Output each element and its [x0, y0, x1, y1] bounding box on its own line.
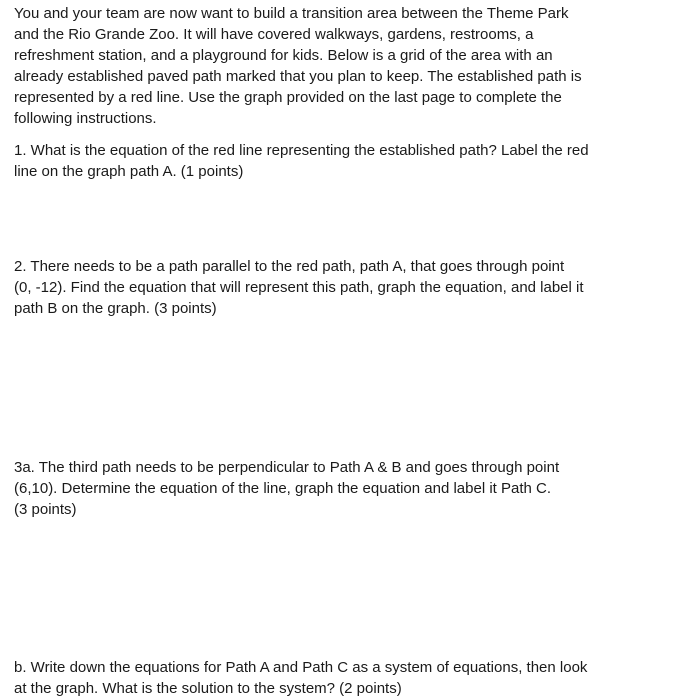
question-3b-line: b. Write down the equations for Path A and Path C as a system of equations, then look [14, 659, 588, 676]
intro-line: You and your team are now want to build a transition area between the Theme Park [14, 5, 569, 22]
question-3a-line: (3 points) [14, 501, 77, 518]
question-1-line: line on the graph path A. (1 points) [14, 163, 244, 180]
intro-line: refreshment station, and a playground for kids. Below is a grid of the area with an [14, 47, 553, 64]
intro-line: represented by a red line. Use the graph provided on the last page to complete the [14, 89, 562, 106]
question-3b-line-partial: at the graph. What is the solution to the system? (2 points) [14, 680, 402, 697]
question-3a-line: 3a. The third path needs to be perpendicular to Path A & B and goes through point [14, 459, 560, 476]
question-1-line: 1. What is the equation of the red line representing the established path? Label the red [14, 142, 589, 159]
intro-paragraph [14, 3, 664, 129]
question-3a [14, 457, 664, 520]
intro-line: and the Rio Grande Zoo. It will have covered walkways, gardens, restrooms, a [14, 26, 534, 43]
intro-line: already established paved path marked that you plan to keep. The established path is [14, 68, 582, 85]
question-3b [14, 657, 664, 699]
question-2 [14, 256, 664, 319]
intro-line: following instructions. [14, 110, 157, 127]
question-2-line: (0, -12). Find the equation that will represent this path, graph the equation, and label it [14, 279, 584, 296]
question-1 [14, 140, 664, 182]
question-3a-line: (6,10). Determine the equation of the line, graph the equation and label it Path C. [14, 480, 552, 497]
question-2-line: path B on the graph. (3 points) [14, 300, 217, 317]
question-2-line: 2. There needs to be a path parallel to the red path, path A, that goes through point [14, 258, 565, 275]
